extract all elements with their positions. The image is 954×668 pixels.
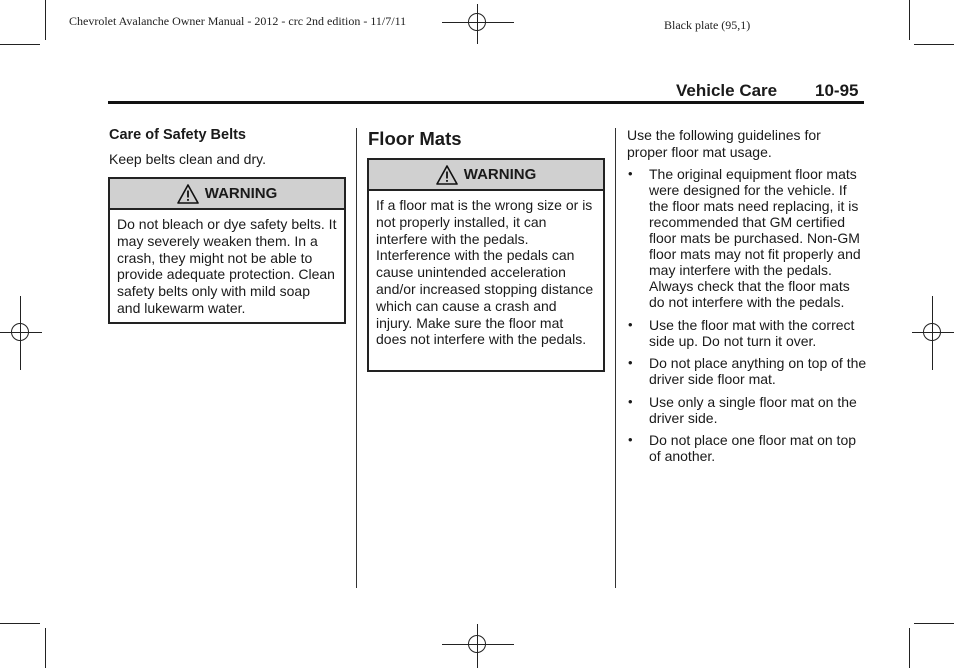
registration-mark-icon (0, 296, 42, 370)
crop-mark-tr-h (914, 44, 954, 45)
registration-mark-icon (442, 4, 514, 44)
warning-triangle-icon (177, 184, 199, 204)
bullet-icon: • (628, 166, 633, 181)
page-number: 10-95 (815, 81, 859, 100)
crop-mark-tl-h (0, 44, 40, 45)
care-of-safety-belts-heading: Care of Safety Belts (109, 127, 246, 143)
list-item (627, 355, 867, 387)
crop-mark-br-v (909, 628, 910, 668)
list-item (627, 432, 867, 464)
floor-mats-heading: Floor Mats (368, 128, 462, 149)
warning-label: WARNING (463, 166, 537, 183)
warning-header (110, 179, 344, 210)
bullet-icon: • (628, 355, 633, 370)
warning-text: Do not bleach or dye safety belts. It may severely weaken them. In a crash, they might not be able to provide adequate protection. Clean safety belts only with mild soap and lukewarm water. (117, 216, 337, 316)
list-item (627, 317, 867, 349)
crop-mark-bl-v (45, 628, 46, 668)
crop-mark-bl-h (0, 623, 40, 624)
header-rule (108, 101, 864, 104)
plate-info: Black plate (95,1) (664, 18, 751, 32)
floor-mat-guidelines-list (627, 166, 867, 471)
warning-triangle-icon (436, 165, 458, 185)
registration-mark-icon (442, 624, 514, 668)
column-divider (356, 128, 357, 588)
crop-mark-tr-v (909, 0, 910, 40)
floor-mats-warning-box (367, 158, 605, 372)
warning-header (369, 160, 603, 191)
list-item-text: Use only a single floor mat on the driver side. (649, 393, 857, 426)
list-item-text: Do not place anything on top of the driver side floor mat. (649, 355, 867, 387)
list-item (627, 394, 867, 426)
column-divider (615, 128, 616, 588)
floor-mat-guidelines-intro: Use the following guidelines for proper floor mat usage. (627, 127, 821, 160)
list-item-text: The original equipment floor mats were designed for the vehicle. If the floor mats need replacing, it is recommended that GM certified floor mats be purchased. Non-GM floor mats may not fit properly and may interfere with the pedals. Always check that the floor mats do not interfere with the pedals. (649, 166, 861, 310)
warning-text: If a floor mat is the wrong size or is not properly installed, it can interfere with the pedals. Interference with the pedals can cause unintended acceleration and/or increased stopping distance which can cause a crash and injury. Make sure the floor mat does not interfere with the pedals. (376, 197, 594, 348)
warning-label: WARNING (204, 185, 278, 202)
safety-belts-intro: Keep belts clean and dry. (109, 151, 266, 167)
safety-belts-warning-box (108, 177, 346, 324)
printer-slug: Chevrolet Avalanche Owner Manual - 2012 - crc 2nd edition - 11/7/11 (69, 14, 407, 28)
list-item (627, 166, 867, 310)
crop-mark-tl-v (45, 0, 46, 40)
crop-mark-br-h (914, 623, 954, 624)
bullet-icon: • (628, 432, 633, 447)
list-item-text: Do not place one floor mat on top of another. (649, 432, 857, 464)
section-title: Vehicle Care (676, 81, 778, 100)
bullet-icon: • (628, 393, 633, 409)
bullet-icon: • (628, 316, 633, 332)
registration-mark-icon (912, 296, 954, 370)
list-item-text: Use the floor mat with the correct side up. Do not turn it over. (649, 316, 855, 349)
